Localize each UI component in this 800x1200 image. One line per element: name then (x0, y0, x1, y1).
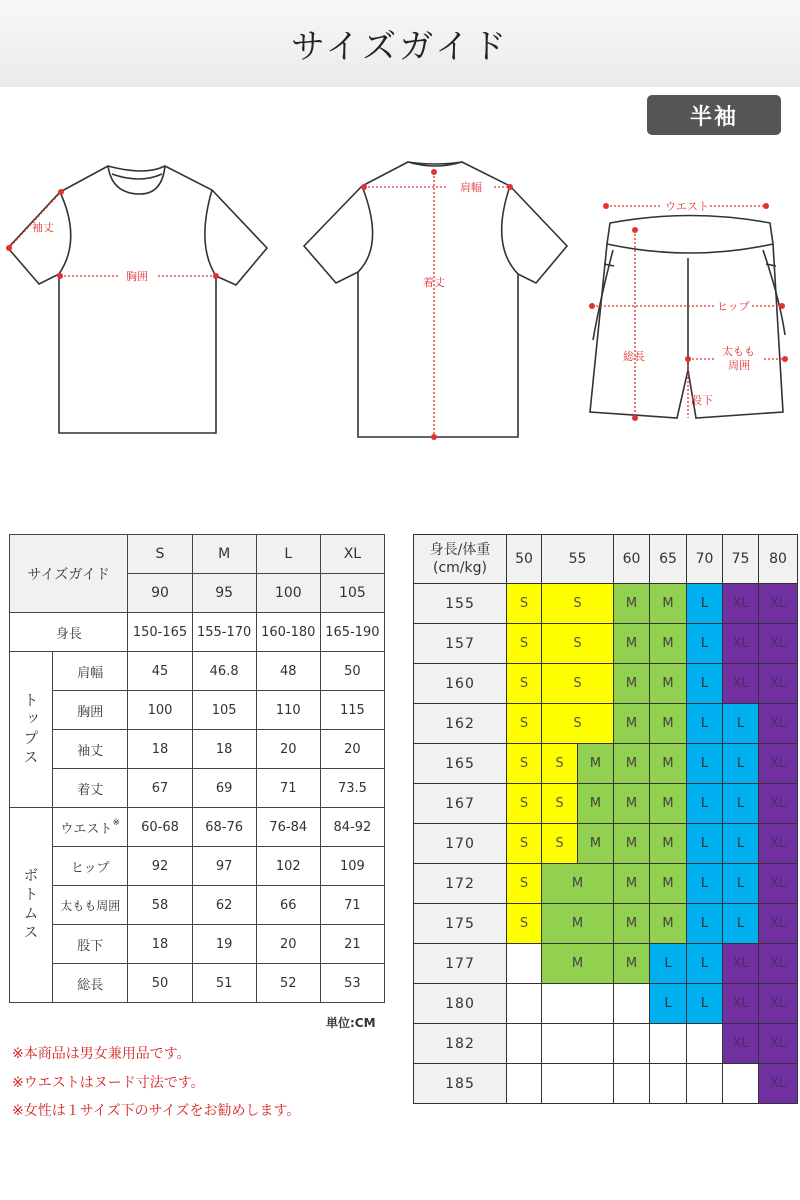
height-cell: 175 (414, 904, 507, 944)
fit-size-cell: S (507, 664, 542, 704)
table-cell: 53 (320, 964, 384, 1003)
size-spec-table (9, 534, 385, 1003)
fit-size-cell: M (614, 944, 650, 984)
fit-size-cell: XL (759, 1064, 798, 1104)
table-cell: 97 (192, 847, 256, 886)
table-row (10, 691, 385, 730)
fit-size-cell (614, 1024, 650, 1064)
fit-size-cell: M (578, 784, 614, 824)
table-cell: 46.8 (192, 652, 256, 691)
size-number: 100 (256, 574, 320, 613)
fit-size-cell: S (542, 624, 614, 664)
table-row (10, 808, 385, 847)
fit-size-cell: XL (759, 784, 798, 824)
fit-size-cell (650, 1024, 687, 1064)
fit-size-cell: M (650, 624, 687, 664)
fit-size-cell: S (507, 744, 542, 784)
table-row (10, 730, 385, 769)
table-cell: 18 (128, 730, 192, 769)
table-cell: 51 (192, 964, 256, 1003)
table-cell: 109 (320, 847, 384, 886)
front-tshirt-diagram (0, 150, 290, 450)
fit-size-cell: XL (759, 744, 798, 784)
table-row (10, 652, 385, 691)
table-cell: 110 (256, 691, 320, 730)
fit-size-cell (507, 984, 542, 1024)
fit-table-row (414, 784, 798, 824)
thigh-label-line2: 周囲 (728, 359, 750, 372)
table-cell: 67 (128, 769, 192, 808)
fit-size-cell: S (507, 864, 542, 904)
fit-size-cell: L (687, 664, 723, 704)
fit-table-row (414, 1024, 798, 1064)
size-number: 95 (192, 574, 256, 613)
fit-size-cell: XL (723, 944, 759, 984)
weight-header: 70 (687, 535, 723, 584)
fit-size-cell: XL (759, 704, 798, 744)
fit-size-cell: XL (759, 1024, 798, 1064)
fit-size-cell (650, 1064, 687, 1104)
fit-size-cell: XL (723, 984, 759, 1024)
shoulder-width-label: 肩幅 (460, 181, 482, 194)
back-tshirt-diagram (290, 150, 580, 450)
row-label: 肩幅 (53, 652, 128, 691)
row-label: 袖丈 (53, 730, 128, 769)
fit-size-cell: XL (759, 864, 798, 904)
fit-size-cell: S (507, 824, 542, 864)
height-cell: 170 (414, 824, 507, 864)
table-cell: 66 (256, 886, 320, 925)
row-label: 総長 (53, 964, 128, 1003)
fit-size-cell: S (507, 624, 542, 664)
fit-size-cell: M (614, 584, 650, 624)
fit-table-row (414, 704, 798, 744)
table-cell: 92 (128, 847, 192, 886)
row-label: 胸囲 (53, 691, 128, 730)
fit-size-cell: L (723, 744, 759, 784)
size-header-m: M (192, 535, 256, 574)
table-row (10, 925, 385, 964)
table-row (10, 964, 385, 1003)
note-line: ※ウエストはヌード寸法です。 (12, 1074, 205, 1091)
body-length-label: 着丈 (423, 276, 445, 289)
fit-size-cell: XL (759, 584, 798, 624)
size-header-l: L (256, 535, 320, 574)
fit-size-cell: XL (759, 664, 798, 704)
fit-size-cell: XL (759, 904, 798, 944)
fit-size-cell: M (578, 824, 614, 864)
fit-size-cell (687, 1024, 723, 1064)
table-cell: 21 (320, 925, 384, 964)
fit-size-cell: M (650, 664, 687, 704)
table-cell: 60-68 (128, 808, 192, 847)
spec-corner-label: サイズガイド (10, 535, 128, 613)
fit-size-cell: L (687, 984, 723, 1024)
height-cell: 177 (414, 944, 507, 984)
fit-table-row (414, 624, 798, 664)
fit-size-cell: L (723, 784, 759, 824)
height-cell: 172 (414, 864, 507, 904)
fit-size-cell: L (723, 704, 759, 744)
note-line: ※女性は１サイズ下のサイズをお勧めします。 (12, 1103, 301, 1119)
fit-size-cell (614, 984, 650, 1024)
page-title: サイズガイド (290, 27, 510, 67)
fit-size-cell: L (687, 744, 723, 784)
fit-size-cell (542, 1064, 614, 1104)
fit-table-row (414, 824, 798, 864)
fit-size-cell: XL (723, 584, 759, 624)
table-cell: 73.5 (320, 769, 384, 808)
fit-size-cell: L (687, 864, 723, 904)
footnote-mark: ※ (112, 817, 120, 828)
size-header-s: S (128, 535, 192, 574)
table-row (10, 613, 385, 652)
fit-size-cell: M (542, 864, 614, 904)
table-cell: 62 (192, 886, 256, 925)
height-cell: 180 (414, 984, 507, 1024)
fit-size-cell: S (542, 704, 614, 744)
fit-size-cell: S (542, 664, 614, 704)
fit-size-cell (614, 1064, 650, 1104)
size-number: 90 (128, 574, 192, 613)
height-label: 身長 (10, 613, 128, 652)
inseam-label: 股下 (691, 394, 713, 407)
fit-table-row (414, 584, 798, 624)
fit-size-cell: M (650, 784, 687, 824)
height-weight-fit-table (413, 534, 798, 1104)
table-cell: 76-84 (256, 808, 320, 847)
fit-table-row (414, 904, 798, 944)
fit-size-cell: M (614, 744, 650, 784)
size-header-xl: XL (320, 535, 384, 574)
fit-size-cell: M (614, 824, 650, 864)
fit-size-cell: XL (759, 944, 798, 984)
chest-label: 胸囲 (126, 270, 148, 283)
fit-size-cell: M (650, 704, 687, 744)
table-cell: 68-76 (192, 808, 256, 847)
fit-size-cell: M (614, 664, 650, 704)
fit-size-cell: M (650, 584, 687, 624)
fit-size-cell: S (507, 904, 542, 944)
unit-note: 単位:CM (326, 1016, 376, 1030)
bottoms-group-label: ボトムス (10, 808, 53, 1003)
fit-size-cell (542, 1024, 614, 1064)
fit-size-cell (687, 1064, 723, 1104)
fit-table-row (414, 864, 798, 904)
table-cell: 105 (192, 691, 256, 730)
fit-size-cell: L (687, 944, 723, 984)
fit-size-cell: XL (759, 624, 798, 664)
fit-size-cell: S (542, 784, 578, 824)
fit-size-cell: XL (723, 624, 759, 664)
fit-size-cell: M (614, 624, 650, 664)
fit-size-cell: S (507, 704, 542, 744)
fit-size-cell: M (578, 744, 614, 784)
fit-table-body (414, 584, 798, 1104)
table-cell: 58 (128, 886, 192, 925)
fit-size-cell (723, 1064, 759, 1104)
fit-size-cell: L (687, 904, 723, 944)
fit-size-cell: M (614, 864, 650, 904)
height-cell: 165 (414, 744, 507, 784)
table-cell: 20 (320, 730, 384, 769)
table-cell: 100 (128, 691, 192, 730)
fit-size-cell: XL (759, 824, 798, 864)
fit-size-cell: L (687, 824, 723, 864)
fit-size-cell: M (650, 744, 687, 784)
table-row (10, 847, 385, 886)
table-cell: 19 (192, 925, 256, 964)
fit-size-cell: S (542, 584, 614, 624)
fit-table-row (414, 744, 798, 784)
size-number: 105 (320, 574, 384, 613)
fit-size-cell: M (542, 904, 614, 944)
fit-table-row (414, 944, 798, 984)
table-cell: 102 (256, 847, 320, 886)
fit-size-cell: XL (723, 664, 759, 704)
weight-header: 50 (507, 535, 542, 584)
row-label: ヒップ (53, 847, 128, 886)
fit-size-cell: M (614, 704, 650, 744)
table-cell: 20 (256, 925, 320, 964)
table-cell: 71 (320, 886, 384, 925)
fit-size-cell: L (687, 784, 723, 824)
fit-size-cell: M (614, 904, 650, 944)
fit-size-cell: M (650, 824, 687, 864)
fit-size-cell (542, 984, 614, 1024)
table-cell: 50 (320, 652, 384, 691)
weight-header: 75 (723, 535, 759, 584)
table-cell: 71 (256, 769, 320, 808)
waist-label: ウエスト (665, 200, 709, 213)
weight-header: 80 (759, 535, 798, 584)
row-label: 着丈 (53, 769, 128, 808)
fit-table-row (414, 984, 798, 1024)
fit-size-cell: S (542, 744, 578, 784)
hip-label: ヒップ (717, 300, 750, 313)
fit-table-row (414, 664, 798, 704)
fit-size-cell: L (650, 984, 687, 1024)
fit-size-cell: M (650, 864, 687, 904)
note-line: ※本商品は男女兼用品です。 (12, 1046, 191, 1062)
height-cell: 182 (414, 1024, 507, 1064)
height-cell: 160 (414, 664, 507, 704)
fit-size-cell: S (507, 784, 542, 824)
table-cell: 50 (128, 964, 192, 1003)
table-cell: 52 (256, 964, 320, 1003)
table-cell: 18 (192, 730, 256, 769)
table-cell: 20 (256, 730, 320, 769)
height-cell: 162 (414, 704, 507, 744)
fit-size-cell: L (687, 584, 723, 624)
fit-size-cell: L (723, 904, 759, 944)
height-cell: 157 (414, 624, 507, 664)
title-bar (0, 0, 800, 87)
table-cell: 69 (192, 769, 256, 808)
row-label: 股下 (53, 925, 128, 964)
fit-size-cell: L (723, 864, 759, 904)
table-row (10, 769, 385, 808)
table-row (10, 886, 385, 925)
fit-size-cell (507, 1024, 542, 1064)
table-cell: 165-190 (320, 613, 384, 652)
fit-size-cell: XL (723, 1024, 759, 1064)
table-cell: 150-165 (128, 613, 192, 652)
height-cell: 185 (414, 1064, 507, 1104)
table-cell: 155-170 (192, 613, 256, 652)
sleeve-length-label: 袖丈 (32, 221, 54, 234)
fit-size-cell: S (507, 584, 542, 624)
fit-size-cell: L (650, 944, 687, 984)
table-cell: 45 (128, 652, 192, 691)
fit-size-cell: L (723, 824, 759, 864)
table-cell: 115 (320, 691, 384, 730)
fit-size-cell: L (687, 704, 723, 744)
row-label: ウエスト※ (53, 808, 128, 847)
notes (12, 1040, 300, 1126)
height-cell: 155 (414, 584, 507, 624)
weight-header: 60 (614, 535, 650, 584)
fit-header-label: 身長/体重 (cm/kg) (414, 535, 507, 584)
total-length-label: 総長 (623, 350, 645, 363)
fit-size-cell: XL (759, 984, 798, 1024)
table-cell: 48 (256, 652, 320, 691)
fit-size-cell: M (614, 784, 650, 824)
row-label: 太もも周囲 (53, 886, 128, 925)
height-cell: 167 (414, 784, 507, 824)
fit-table-row (414, 1064, 798, 1104)
weight-header: 65 (650, 535, 687, 584)
fit-size-cell: M (650, 904, 687, 944)
fit-size-cell: L (687, 624, 723, 664)
tops-group-label: トップス (10, 652, 53, 808)
table-cell: 84-92 (320, 808, 384, 847)
table-cell: 160-180 (256, 613, 320, 652)
fit-size-cell: M (542, 944, 614, 984)
thigh-label-line1: 太もも (722, 345, 755, 358)
shorts-diagram (580, 180, 800, 430)
fit-size-cell (507, 944, 542, 984)
sleeve-type-badge: 半袖 (647, 95, 781, 135)
table-cell: 18 (128, 925, 192, 964)
fit-size-cell: S (542, 824, 578, 864)
weight-header: 55 (542, 535, 614, 584)
fit-size-cell (507, 1064, 542, 1104)
